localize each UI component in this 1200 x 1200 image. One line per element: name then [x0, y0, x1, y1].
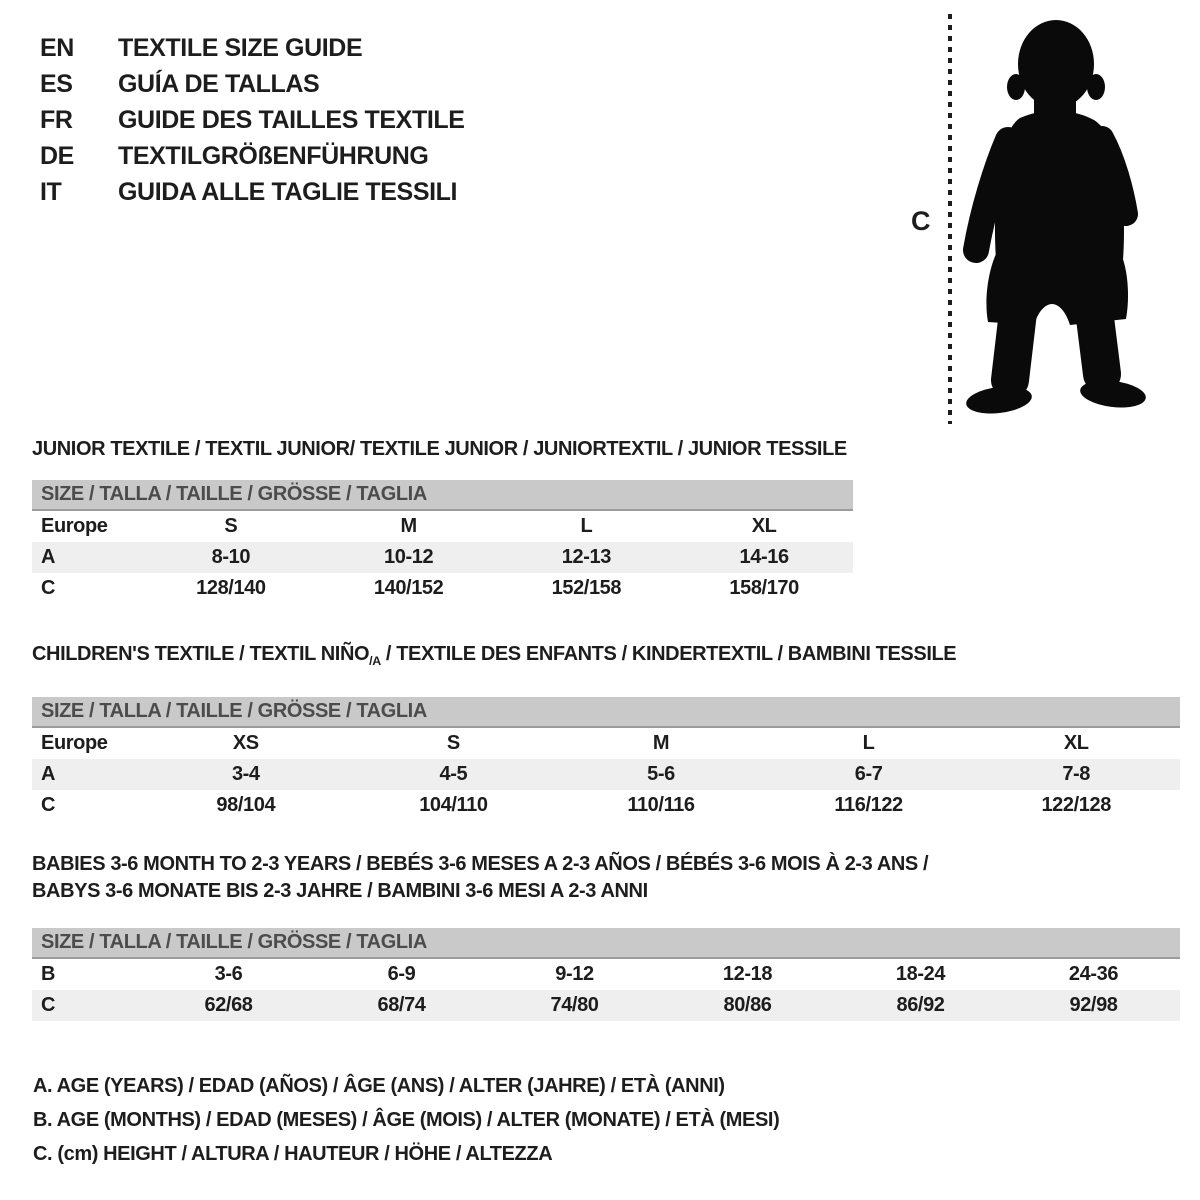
- size-cell: 68/74: [377, 994, 426, 1016]
- title-segment: / TEXTILE DES ENFANTS / KINDERTEXTIL / BAMBINI TESSILE: [380, 643, 957, 665]
- size-cell: L: [862, 732, 875, 754]
- size-cell: 12-13: [561, 546, 611, 568]
- language-code: FR: [40, 106, 73, 134]
- legend-line: B. AGE (MONTHS) / EDAD (MESES) / ÂGE (MOIS) / ALTER (MONATE) / ETÀ (MESI): [33, 1109, 780, 1131]
- size-cell: S: [224, 515, 238, 537]
- row-label: A: [41, 546, 56, 568]
- size-cell: M: [400, 515, 417, 537]
- table-row: [32, 790, 1180, 821]
- language-row: [40, 102, 465, 138]
- title-segment: BABIES 3-6 MONTH TO 2-3 YEARS / BEBÉS 3-6 MESES A 2-3 AÑOS / BÉBÉS 3-6 MOIS À 2-3 ANS /: [32, 853, 929, 875]
- size-cell: 92/98: [1069, 994, 1118, 1016]
- table-row: [32, 759, 1180, 790]
- toddler-silhouette-icon: [950, 12, 1170, 417]
- size-cell: 158/170: [729, 577, 799, 599]
- row-label: Europe: [41, 732, 108, 754]
- language-title-list: [40, 30, 465, 210]
- section-title: [32, 851, 1180, 905]
- section-title: [32, 436, 853, 463]
- guide-title: TEXTILE SIZE GUIDE: [118, 34, 363, 62]
- size-cell: 3-6: [214, 963, 243, 985]
- size-cell: 116/122: [834, 794, 903, 816]
- size-cell: 24-36: [1068, 963, 1119, 985]
- size-cell: 3-4: [231, 763, 260, 785]
- size-cell: 86/92: [896, 994, 945, 1016]
- table-row: [32, 959, 1180, 990]
- table-row: [32, 573, 853, 604]
- guide-title: GUÍA DE TALLAS: [118, 70, 320, 98]
- table-header-bar: SIZE / TALLA / TAILLE / GRÖSSE / TAGLIA: [32, 697, 1180, 728]
- guide-title: GUIDE DES TAILLES TEXTILE: [118, 106, 465, 134]
- table-header-bar: SIZE / TALLA / TAILLE / GRÖSSE / TAGLIA: [32, 480, 853, 511]
- guide-title: GUIDA ALLE TAGLIE TESSILI: [118, 178, 458, 206]
- title-segment: JUNIOR TEXTILE / TEXTIL JUNIOR/ TEXTILE JUNIOR / JUNIORTEXTIL / JUNIOR TESSILE: [32, 438, 847, 460]
- size-cell: 152/158: [551, 577, 622, 599]
- language-row: [40, 174, 465, 210]
- size-cell: 14-16: [739, 546, 789, 568]
- section-title-line: [32, 436, 853, 463]
- section-title: [32, 641, 1180, 675]
- size-cell: 7-8: [1062, 763, 1091, 785]
- size-cell: 110/116: [627, 794, 695, 816]
- size-cell: 104/110: [419, 794, 488, 816]
- section-children: [32, 641, 1180, 821]
- guide-title: TEXTILGRÖßENFÜHRUNG: [118, 142, 429, 170]
- size-cell: 62/68: [204, 994, 253, 1016]
- size-cell: S: [446, 732, 460, 754]
- legend-line: C. (cm) HEIGHT / ALTURA / HAUTEUR / HÖHE / ALTEZZA: [33, 1143, 553, 1165]
- row-label: C: [41, 794, 56, 816]
- size-cell: 10-12: [384, 546, 434, 568]
- size-cell: 140/152: [373, 577, 444, 599]
- row-label: Europe: [41, 515, 108, 537]
- size-cell: 74/80: [550, 994, 599, 1016]
- size-cell: XS: [232, 732, 259, 754]
- size-table-babies: [32, 928, 1180, 1021]
- size-cell: XL: [751, 515, 777, 537]
- legend: [33, 1069, 779, 1171]
- table-row: [32, 542, 853, 573]
- size-cell: 9-12: [555, 963, 594, 985]
- section-junior: [32, 436, 853, 604]
- row-label: B: [41, 963, 56, 985]
- table-header-bar: SIZE / TALLA / TAILLE / GRÖSSE / TAGLIA: [32, 928, 1180, 959]
- size-cell: 4-5: [439, 763, 468, 785]
- height-measure-label: C: [911, 206, 931, 236]
- size-cell: 12-18: [722, 963, 773, 985]
- size-cell: 98/104: [216, 794, 276, 816]
- size-cell: 5-6: [647, 763, 675, 785]
- section-title-line: [32, 641, 1180, 675]
- table-row: [32, 511, 853, 542]
- row-label: A: [41, 763, 56, 785]
- size-cell: XL: [1063, 732, 1089, 754]
- legend-line: A. AGE (YEARS) / EDAD (AÑOS) / ÂGE (ANS) / ALTER (JAHRE) / ETÀ (ANNI): [33, 1075, 725, 1097]
- language-code: DE: [40, 142, 74, 170]
- size-cell: 6-7: [854, 763, 883, 785]
- language-code: ES: [40, 70, 73, 98]
- size-cell: 128/140: [196, 577, 266, 599]
- table-row: [32, 990, 1180, 1021]
- row-label: C: [41, 577, 56, 599]
- row-label: C: [41, 994, 56, 1016]
- size-cell: 8-10: [211, 546, 251, 568]
- section-title-line: [32, 851, 1180, 878]
- size-cell: L: [580, 515, 593, 537]
- language-row: [40, 30, 465, 66]
- title-segment: CHILDREN'S TEXTILE / TEXTIL NIÑO: [32, 643, 370, 665]
- section-babies: [32, 851, 1180, 1021]
- size-cell: 18-24: [895, 963, 946, 985]
- size-cell: M: [652, 732, 670, 754]
- size-table-children: [32, 697, 1180, 821]
- language-row: [40, 138, 465, 174]
- language-row: [40, 66, 465, 102]
- size-cell: 6-9: [387, 963, 416, 985]
- title-segment: BABYS 3-6 MONATE BIS 2-3 JAHRE / BAMBINI 3-6 MESI A 2-3 ANNI: [32, 880, 648, 902]
- language-code: IT: [40, 178, 62, 206]
- table-row: [32, 728, 1180, 759]
- section-title-line: [32, 878, 1180, 905]
- size-cell: 80/86: [723, 994, 772, 1016]
- size-table-junior: [32, 480, 853, 604]
- language-code: EN: [40, 34, 74, 62]
- size-cell: 122/128: [1041, 794, 1111, 816]
- title-segment: /A: [369, 654, 381, 668]
